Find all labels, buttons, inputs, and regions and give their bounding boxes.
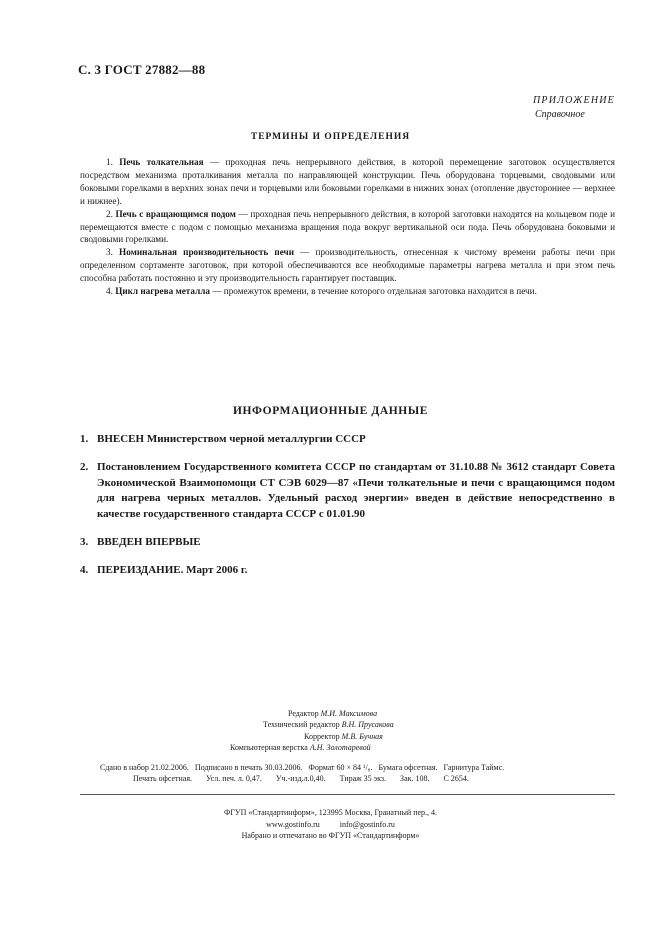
editor-name: М.И. Максимова	[320, 709, 378, 718]
publisher-address: ФГУП «Стандартинформ», 123995 Москва, Гранатный пер., 4.	[223, 808, 438, 817]
info-number: 3.	[80, 536, 89, 549]
info-item	[80, 563, 615, 578]
print-info	[100, 762, 640, 785]
term-paragraph	[80, 246, 615, 285]
info-lead: ВНЕСЕН	[97, 433, 145, 445]
info-text	[97, 535, 615, 550]
term-number: 4.	[106, 286, 113, 297]
editor-row	[200, 708, 520, 719]
term-definition: — производительность, отнесенная к чистому времени работы печи при определенном сортаменте заготовок, при которой обеспечиваются все необходимые параметры нагрева металла и при этом печь способна работать постоянно и эту производительность гарантирует поставщик.	[80, 247, 616, 284]
print-info-line: Печать офсетная. Усл. печ. л. 0,47. Уч.-изд.л.0,40. Тираж 35 экз. Зак. 108. С 2654.	[133, 774, 469, 784]
info-lead: Постановлением Государственного комитета СССР по стандартам от 31.10.88 № 3612 стандарт Совета Экономической Взаимопомощи СТ СЭВ 6029—87 «Печи толкательные и печи с вращающимся подом для нагрева черных металлов. Удельный расход энергии» введен в действие непосредственно в качестве государственного стандарта СССР с 01.01.90	[97, 461, 615, 520]
info-item	[80, 460, 615, 522]
info-item	[80, 432, 615, 447]
term-name: Печь с вращающимся подом	[115, 208, 236, 219]
editor-role: Редактор	[288, 709, 319, 718]
info-rest: Март 2006 г.	[183, 564, 248, 577]
publisher-printed: Набрано и отпечатано во ФГУП «Стандартинформ»	[241, 831, 420, 840]
info-number: 2.	[80, 461, 89, 474]
info-lead: ПЕРЕИЗДАНИЕ.	[97, 564, 184, 577]
info-text	[97, 460, 615, 522]
editor-row	[200, 731, 520, 742]
term-definition: — проходная печь непрерывного действия, в которой заготовки находятся на кольцевом поде и перемещаются вместе с подом с помощью механизма вращения пода вокруг вертикальной оси пода. Печь оборудована боковыми и сводовыми горелками.	[80, 208, 616, 245]
term-name: Номинальная производительность печи	[119, 247, 295, 258]
term-number: 3.	[106, 247, 113, 258]
divider	[80, 794, 615, 795]
info-number: 4.	[80, 564, 89, 577]
term-paragraph	[80, 285, 615, 298]
info-text	[97, 432, 615, 447]
editor-row	[200, 742, 520, 753]
info-list	[80, 432, 615, 592]
info-text	[97, 563, 615, 578]
publisher-contacts: www.gostinfo.ru info@gostinfo.ru	[266, 819, 395, 829]
editor-name: В.Н. Прусакова	[341, 720, 394, 730]
terms-section	[80, 156, 615, 298]
editor-row	[200, 719, 520, 730]
appendix-subtitle: Справочное	[535, 109, 585, 120]
info-rest: Министерством черной металлургии СССР	[144, 433, 366, 445]
terms-title: ТЕРМИНЫ И ОПРЕДЕЛЕНИЯ	[250, 132, 411, 142]
editor-role: Компьютерная верстка	[230, 742, 308, 752]
term-name: Цикл нагрева металла	[115, 286, 211, 297]
term-paragraph	[80, 156, 615, 208]
term-name: Печь толкательная	[119, 157, 204, 167]
publisher-block	[0, 807, 661, 842]
term-definition: — проходная печь непрерывного действия, в которой перемещение заготовок осуществляется посредством механизма проталкивания металла по направляющей конструкции. Печь оборудована торцевыми, сводовыми или боковыми горелками в верхних зонах печи и торцевыми или боковыми горелками в нижних зонах (отопление двустороннее — верхнее и нижнее).	[80, 157, 616, 206]
editor-role: Корректор	[304, 731, 340, 741]
appendix-label	[533, 94, 615, 122]
appendix-title: ПРИЛОЖЕНИЕ	[533, 95, 615, 106]
info-item	[80, 535, 615, 550]
editor-name: М.В. Бучная	[341, 731, 383, 741]
term-paragraph	[80, 208, 615, 247]
info-number: 1.	[80, 433, 89, 445]
term-number: 1.	[106, 157, 113, 167]
editors-block	[200, 708, 520, 753]
term-number: 2.	[106, 208, 113, 219]
editor-role: Технический редактор	[263, 720, 340, 730]
print-info-line: Сдано в набор 21.02.2006. Подписано в печать 30.03.2006. Формат 60 × 84 ¹/₈. Бумага офсетная. Гарнитура Таймс.	[100, 763, 505, 772]
info-lead: ВВЕДЕН ВПЕРВЫЕ	[97, 536, 201, 549]
page-header: С. 3 ГОСТ 27882—88	[78, 62, 206, 77]
info-title: ИНФОРМАЦИОННЫЕ ДАННЫЕ	[232, 405, 429, 417]
term-definition: — промежуток времени, в течение которого отдельная заготовка находится в печи.	[210, 286, 537, 297]
editor-name: А.Н. Золотаревой	[309, 742, 371, 752]
